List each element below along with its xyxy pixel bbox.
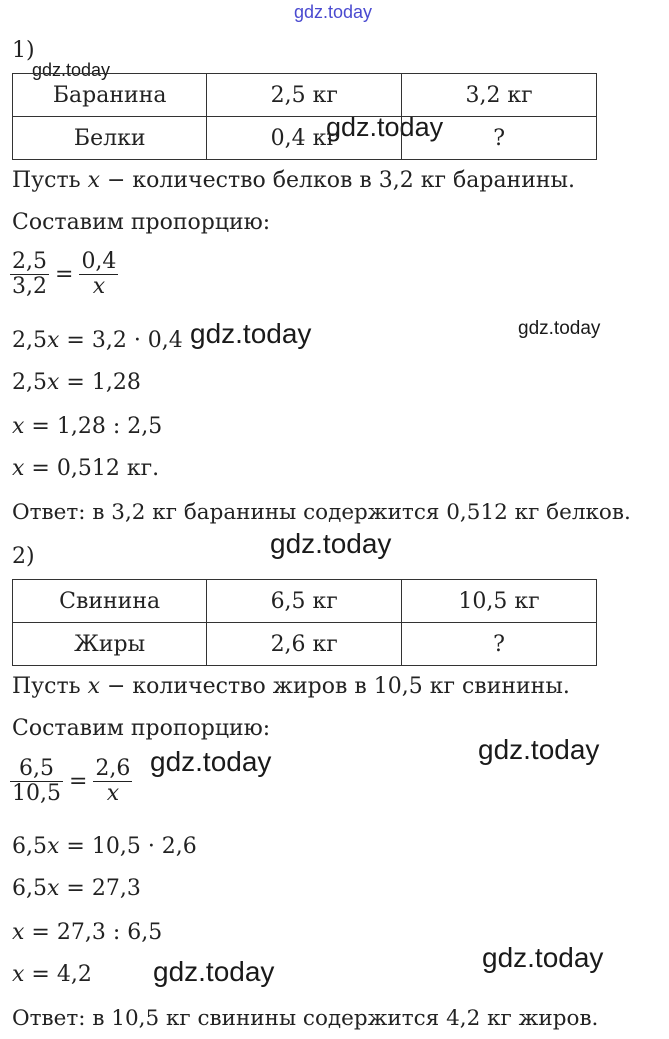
- equation-step: x = 1,28 : 2,5: [12, 414, 163, 439]
- equation-step: 6,5x = 10,5 · 2,6: [12, 834, 197, 859]
- table-row: [13, 74, 597, 117]
- table-cell: Жиры: [13, 623, 207, 666]
- watermark: gdz.today: [32, 60, 111, 80]
- let-statement: Пусть x − количество белков в 3,2 кг баранины.: [12, 168, 576, 193]
- table-cell: 2,5 кг: [207, 74, 402, 117]
- proportion-fraction: 6,5 10,5 = 2,6 x: [12, 756, 131, 806]
- table-cell: 3,2 кг: [402, 74, 597, 117]
- answer-line: Ответ: в 10,5 кг свинины содержится 4,2 кг жиров.: [12, 1006, 599, 1031]
- equation-step: 2,5x = 1,28: [12, 370, 141, 395]
- table-cell: Белки: [13, 117, 207, 160]
- watermark: gdz.today: [478, 734, 600, 765]
- table-cell: ?: [402, 117, 597, 160]
- equation-step: x = 0,512 кг.: [12, 456, 160, 481]
- watermark: gdz.today: [326, 112, 444, 142]
- part-1-label: 1): [12, 38, 35, 63]
- part-2-label: 2): [12, 544, 35, 569]
- table-cell: 2,6 кг: [207, 623, 402, 666]
- table-cell: ?: [402, 623, 597, 666]
- watermark: gdz.today: [150, 746, 272, 777]
- proportion-heading: Составим пропорцию:: [12, 210, 271, 235]
- equation-step: 2,5x = 3,2 · 0,4: [12, 328, 183, 353]
- watermark: gdz.today: [482, 942, 604, 973]
- table-row: [13, 117, 597, 160]
- proportion-fraction: 2,5 3,2 = 0,4 x: [12, 249, 117, 299]
- table-cell: Свинина: [13, 580, 207, 623]
- table-cell: 6,5 кг: [207, 580, 402, 623]
- watermark: gdz.today: [153, 956, 275, 987]
- watermark: gdz.today: [294, 2, 373, 22]
- watermark: gdz.today: [190, 318, 312, 349]
- answer-line: Ответ: в 3,2 кг баранины содержится 0,512 кг белков.: [12, 500, 631, 525]
- table-cell: Баранина: [13, 74, 207, 117]
- equation-step: x = 4,2: [12, 962, 92, 987]
- watermark: gdz.today: [270, 528, 392, 559]
- equation-step: x = 27,3 : 6,5: [12, 920, 163, 945]
- proportion-heading: Составим пропорцию:: [12, 716, 271, 741]
- table-cell: 10,5 кг: [402, 580, 597, 623]
- watermark: gdz.today: [518, 318, 601, 339]
- part-1-table: [12, 73, 597, 160]
- equation-step: 6,5x = 27,3: [12, 876, 141, 901]
- part-2-table: [12, 579, 597, 666]
- table-cell: 0,4 кг: [207, 117, 402, 160]
- table-row: [13, 580, 597, 623]
- table-row: [13, 623, 597, 666]
- let-statement: Пусть x − количество жиров в 10,5 кг свинины.: [12, 674, 570, 699]
